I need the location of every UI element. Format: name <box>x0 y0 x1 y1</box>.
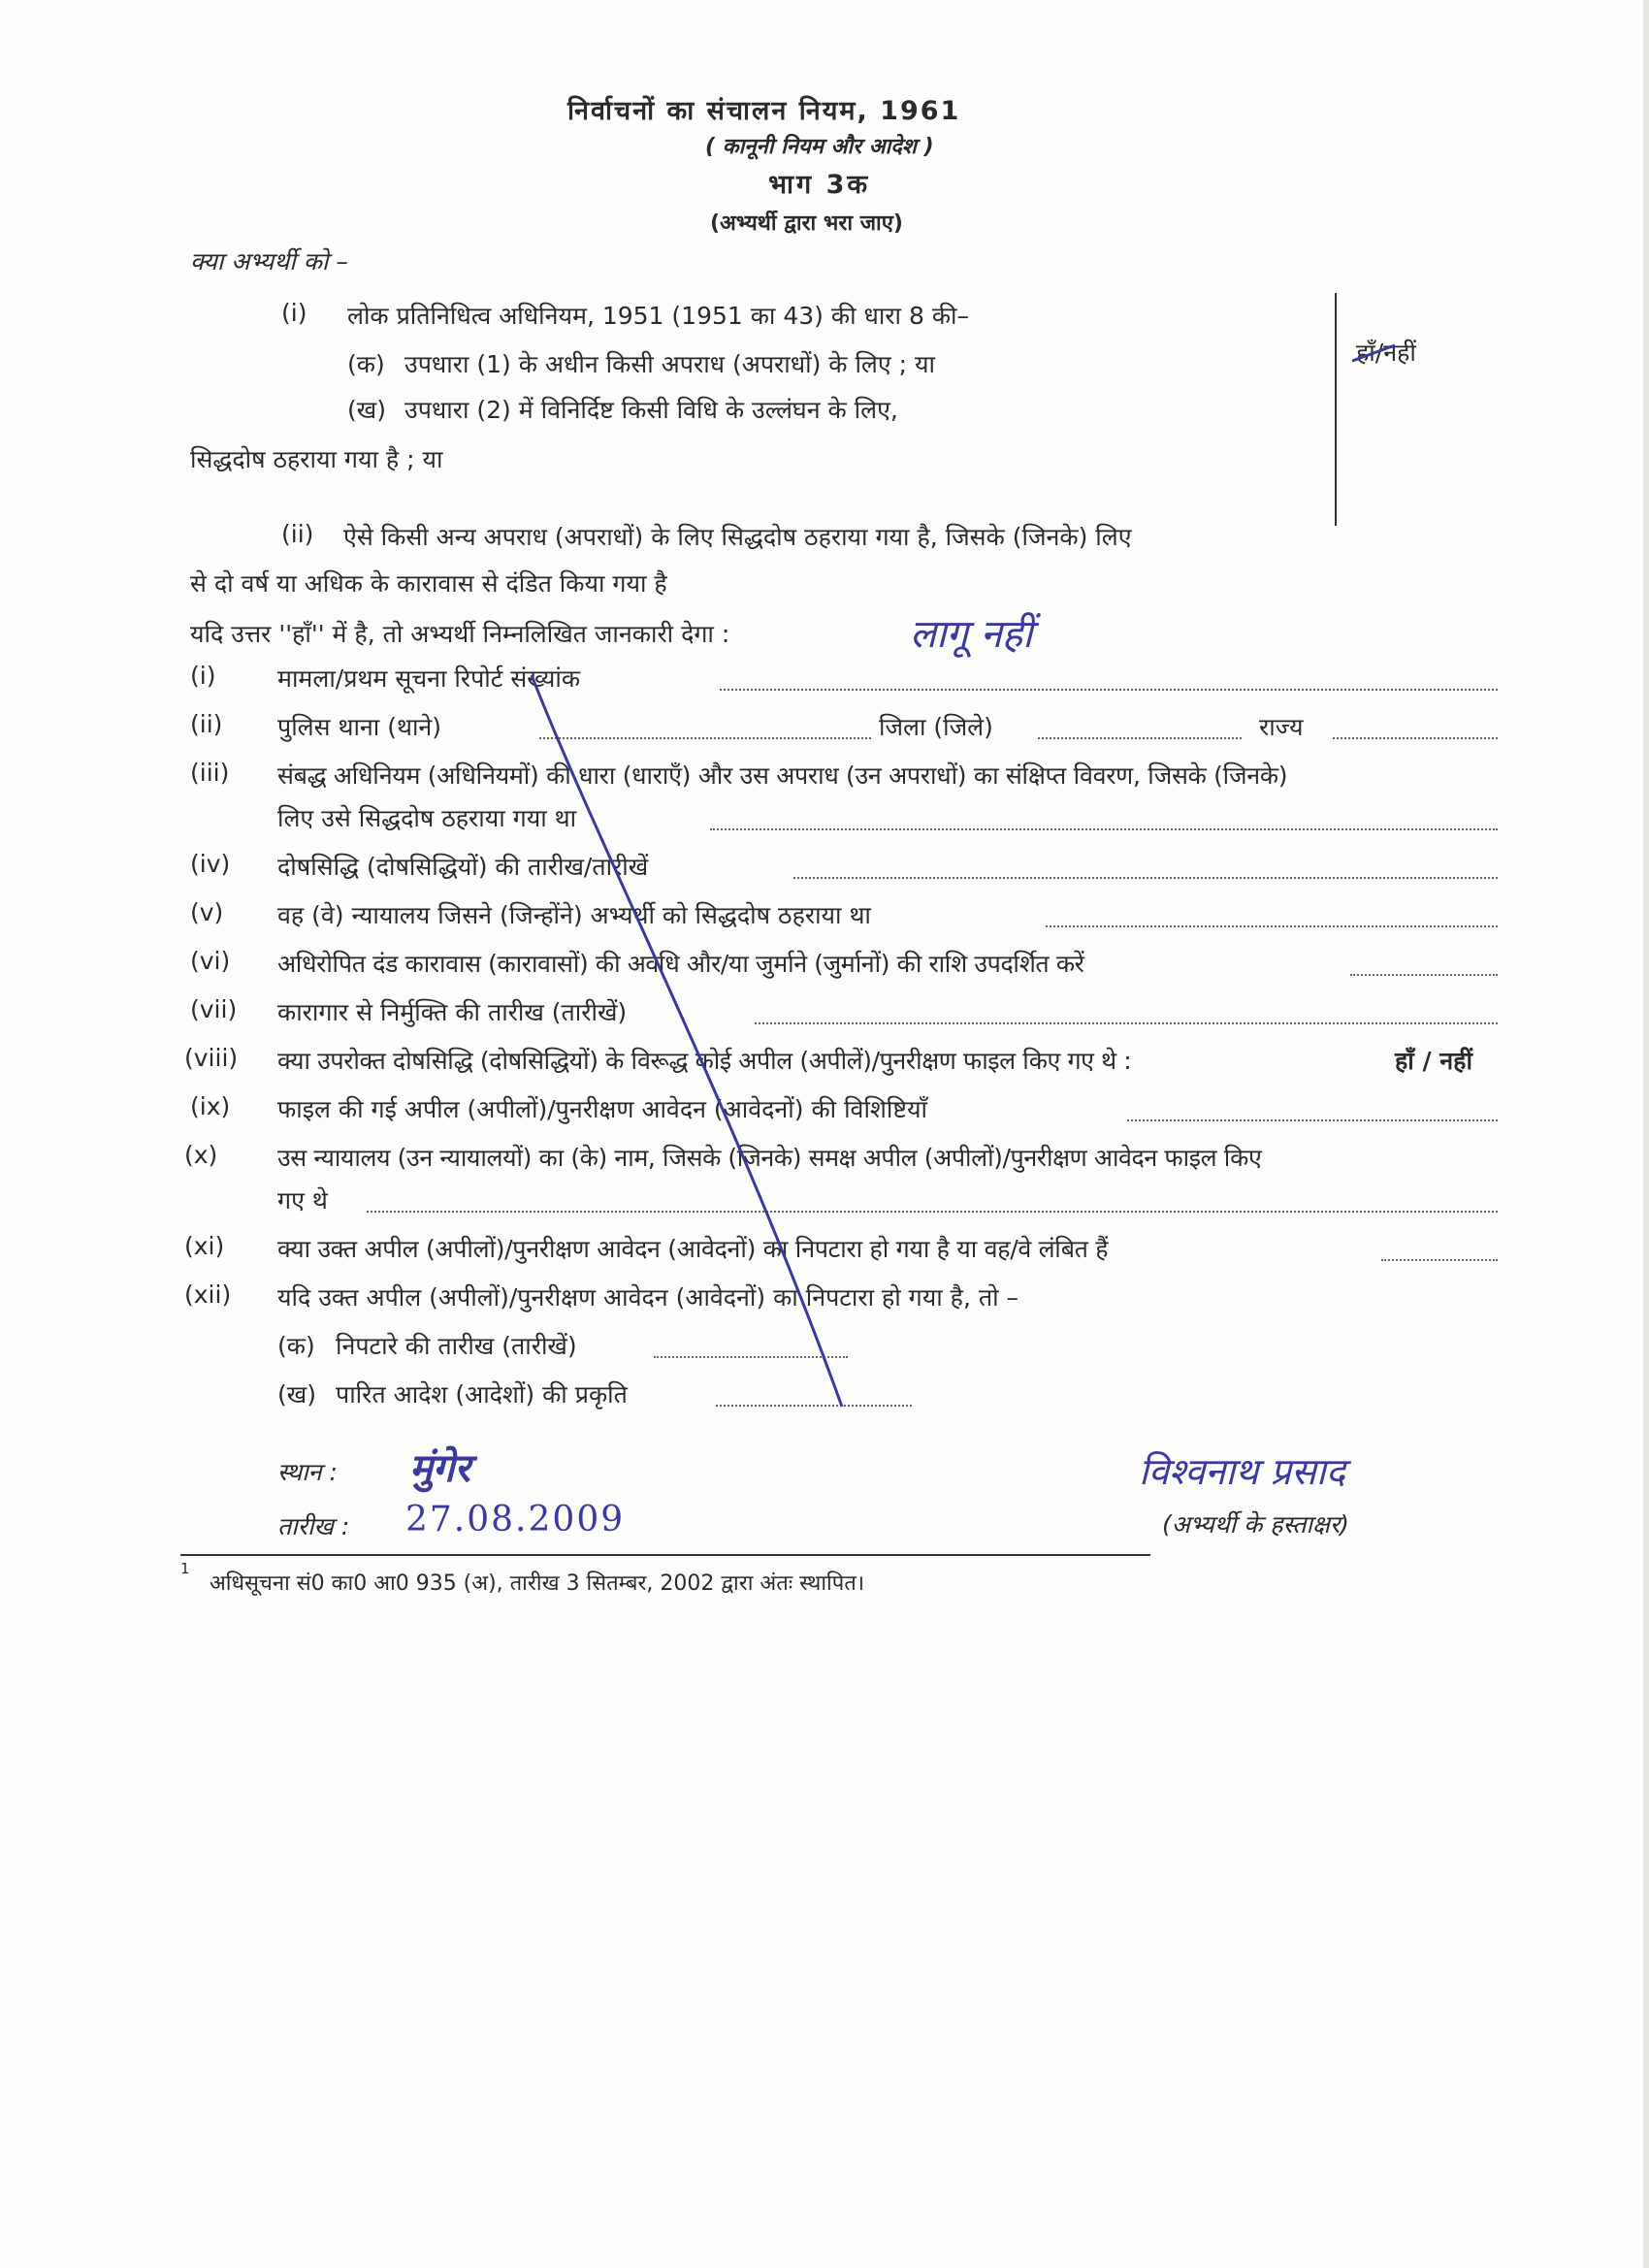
item-8-yes-no: हाँ / नहीं <box>1395 1047 1472 1075</box>
q1-a-number: (क) <box>347 350 385 378</box>
footnote-marker: 1 <box>180 1560 190 1577</box>
item-12-text: यदि उक्त अपील (अपीलों)/पुनरीक्षण आवेदन (आवेदनों) का निपटारा हो गया है, तो – <box>277 1283 1019 1312</box>
item-10-number: (x) <box>184 1141 218 1169</box>
candidate-signature: विश्वनाथ प्रसाद <box>1139 1450 1345 1493</box>
item-12-b-text: पारित आदेश (आदेशों) की प्रकृति <box>336 1380 628 1409</box>
item-6-text: अधिरोपित दंड कारावास (कारावासों) की अवधि और/या जुर्माने (जुर्मानों) की राशि उपदर्शित करें <box>277 950 1084 978</box>
item-7-number: (vii) <box>190 995 238 1023</box>
answer-no: नहीं <box>1383 339 1416 367</box>
footnote-text: अधिसूचना सं0 का0 आ0 935 (अ), तारीख 3 सितम्बर, 2002 द्वारा अंतः स्थापित। <box>210 1571 865 1596</box>
item-3-text2: लिए उसे सिद्धदोष ठहराया गया था <box>277 804 577 832</box>
item-10-text2: गए थे <box>277 1186 328 1215</box>
answer-separator: / <box>1374 339 1384 367</box>
item-9-text: फाइल की गई अपील (अपीलों)/पुनरीक्षण आवेदन (आवेदनों) की विशिष्टियाँ <box>277 1095 927 1123</box>
item-4-number: (iv) <box>190 850 231 878</box>
item-6-number: (vi) <box>190 947 231 975</box>
item-11-text: क्या उक्त अपील (अपीलों)/पुनरीक्षण आवेदन (आवेदनों) का निपटारा हो गया है या वह/वे लंबित हैं <box>277 1235 1109 1263</box>
item-2-state: राज्य <box>1259 713 1304 741</box>
fill-instruction: (अभ्यर्थी द्वारा भरा जाए) <box>710 211 903 236</box>
date-label: तारीख : <box>277 1512 350 1540</box>
q1-b-number: (ख) <box>347 396 386 424</box>
item-2-number: (ii) <box>190 710 223 738</box>
item-5-text: वह (वे) न्यायालय जिसने (जिन्होंने) अभ्यर्थी को सिद्धदोष ठहराया था <box>277 901 871 929</box>
q2-number: (ii) <box>281 520 314 548</box>
footnote-rule <box>180 1554 1150 1556</box>
q2-line1: ऐसे किसी अन्य अपराध (अपराधों) के लिए सिद्धदोष ठहराया गया है, जिसके (जिनके) लिए <box>343 523 1132 551</box>
item-1-text: मामला/प्रथम सूचना रिपोर्ट संख्यांक <box>277 664 581 693</box>
item-9-number: (ix) <box>190 1092 231 1120</box>
q1-number: (i) <box>281 299 307 327</box>
document-subtitle: ( कानूनी नियम और आदेश ) <box>705 135 934 159</box>
date-value: 27.08.2009 <box>405 1500 626 1539</box>
scan-edge <box>1643 0 1649 2268</box>
signature-label: (अभ्यर्थी के हस्ताक्षर) <box>1162 1510 1349 1539</box>
item-8-text: क्या उपरोक्त दोषसिद्धि (दोषसिद्धियों) के विरूद्ध कोई अपील (अपीलें)/पुनरीक्षण फाइल किए गए थे : <box>277 1047 1132 1075</box>
item-4-text: दोषसिद्धि (दोषसिद्धियों) की तारीख/तारीखें <box>277 853 649 881</box>
q2-line2: से दो वर्ष या अधिक के कारावास से दंडित किया गया है <box>190 569 667 598</box>
document-title: निर्वाचनों का संचालन नियम, 1961 <box>567 96 961 126</box>
q1-a-text: उपधारा (1) के अधीन किसी अपराध (अपराधों) के लिए ; या <box>404 350 935 378</box>
q1-b-text: उपधारा (2) में विनिर्दिष्ट किसी विधि के उल्लंघन के लिए, <box>404 396 898 424</box>
item-3-number: (iii) <box>190 759 230 787</box>
item-12-a-text: निपटारे की तारीख (तारीखें) <box>336 1332 577 1360</box>
item-10-text: उस न्यायालय (उन न्यायालयों) का (के) नाम, जिसके (जिनके) समक्ष अपील (अपीलों)/पुनरीक्षण आवेदन फाइल किए <box>277 1144 1262 1172</box>
item-2-district: जिला (जिले) <box>879 713 993 741</box>
if-yes-instruction: यदि उत्तर ''हाँ'' में है, तो अभ्यर्थी निम्नलिखित जानकारी देगा : <box>190 620 730 648</box>
handwritten-not-applicable: लागू नहीं <box>910 612 1033 657</box>
item-11-number: (xi) <box>184 1232 225 1260</box>
item-12-b-number: (ख) <box>277 1380 316 1409</box>
place-value: मुंगेर <box>409 1445 470 1491</box>
answer-yes: हाँ <box>1356 339 1375 367</box>
item-7-text: कारागार से निर्मुक्ति की तारीख (तारीखें) <box>277 998 628 1026</box>
q1-text: लोक प्रतिनिधित्व अधिनियम, 1951 (1951 का 43) की धारा 8 की– <box>347 302 970 330</box>
item-12-a-number: (क) <box>277 1332 315 1360</box>
item-3-text: संबद्ध अधिनियम (अधिनियमों) की धारा (धाराएँ) और उस अपराध (उन अपराधों) का संक्षिप्त विवरण, जिसके (जिनके) <box>277 761 1288 790</box>
item-5-number: (v) <box>190 898 224 926</box>
item-8-number: (viii) <box>184 1044 239 1072</box>
item-1-number: (i) <box>190 662 216 690</box>
item-12-number: (xii) <box>184 1280 232 1309</box>
item-2-text: पुलिस थाना (थाने) <box>277 713 442 741</box>
place-label: स्थान : <box>277 1458 338 1486</box>
intro-question: क्या अभ्यर्थी को – <box>190 247 348 275</box>
q1-tail: सिद्धदोष ठहराया गया है ; या <box>190 445 443 473</box>
part-heading: भाग 3क <box>768 170 871 200</box>
